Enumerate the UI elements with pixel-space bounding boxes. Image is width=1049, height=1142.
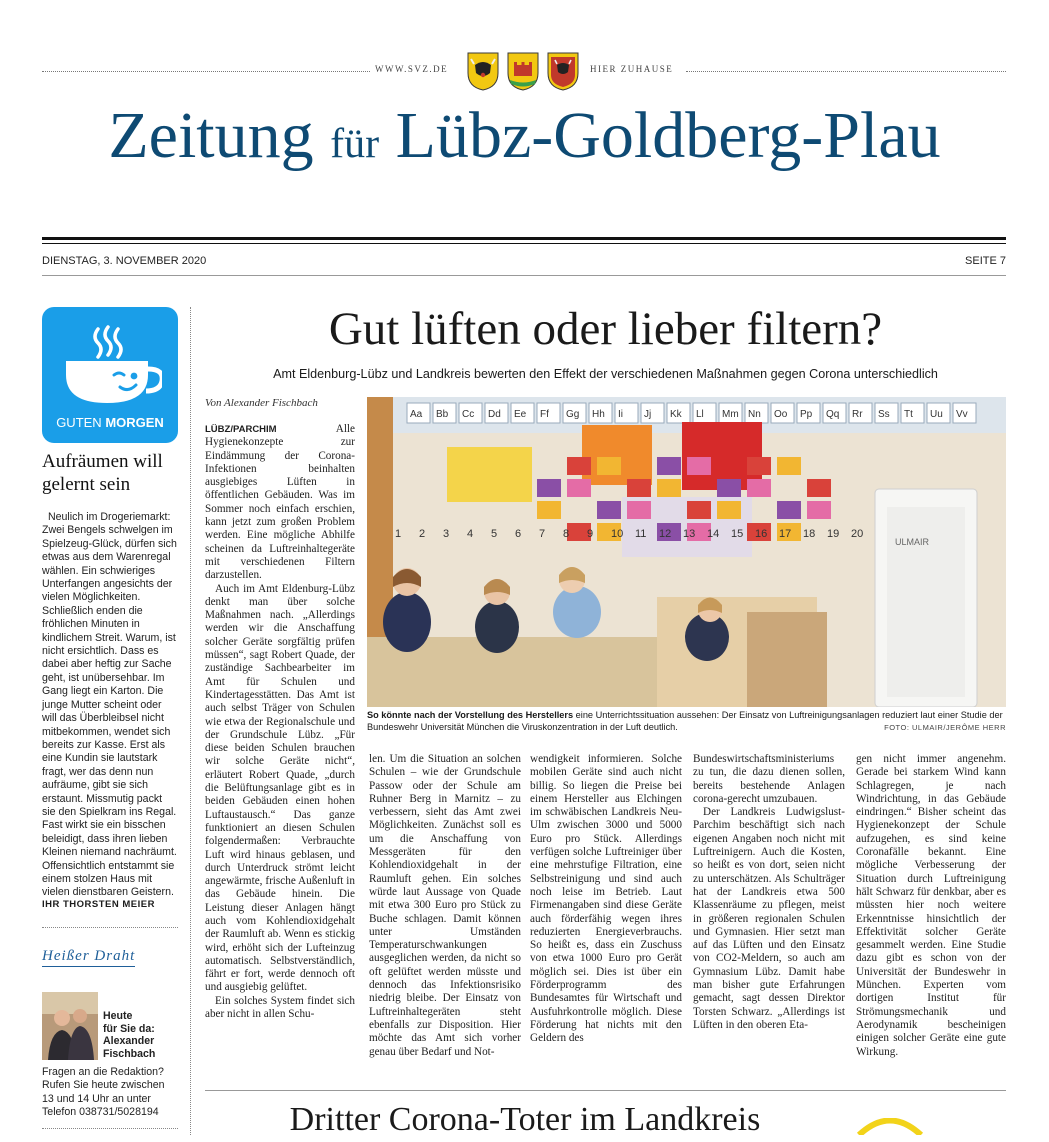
alphabet-card-label: Uu xyxy=(930,409,943,420)
number-card: 6 xyxy=(515,528,522,540)
number-card: 13 xyxy=(683,528,696,540)
alphabet-card-label: Ff xyxy=(540,409,549,420)
masthead xyxy=(0,96,1049,184)
hotline-title[interactable]: Heißer Draht xyxy=(42,948,135,967)
number-card: 11 xyxy=(635,528,647,540)
number-card: 7 xyxy=(539,528,546,540)
number-card: 2 xyxy=(419,528,426,540)
slogan: HIER ZUHAUSE xyxy=(590,64,674,74)
alphabet-card-label: Bb xyxy=(436,409,449,420)
masthead-rule-thin xyxy=(42,243,1006,244)
bull-castle-crest-icon xyxy=(546,51,580,91)
column-bottom-divider xyxy=(42,1128,178,1129)
photo-credit: FOTO: ULMAIR/JERÔME HERR xyxy=(884,723,1006,732)
alphabet-card-label: Jj xyxy=(644,409,652,420)
bull-crest-icon xyxy=(466,51,500,91)
classroom-photo xyxy=(367,397,1006,707)
article-subhead: Amt Eldenburg-Lübz und Landkreis bewerten den Effekt der verschiedenen Maßnahmen gegen Corona unterschiedlich xyxy=(273,367,938,381)
number-card: 16 xyxy=(755,528,768,540)
caption-lead: So könnte nach der Vorstellung des Herstellers xyxy=(367,710,574,720)
column-vertical-divider xyxy=(190,307,191,1135)
number-card: 10 xyxy=(611,528,624,540)
hotline-line-1: Heute xyxy=(103,1010,133,1022)
logo-word-guten: GUTEN xyxy=(56,415,102,430)
alphabet-card-label: Aa xyxy=(410,409,423,420)
mosaic-tile xyxy=(657,457,681,475)
hotline-line-3: Alexander xyxy=(103,1035,155,1047)
mosaic-tile xyxy=(627,479,651,497)
dateline-rule xyxy=(42,275,1006,276)
masthead-word-zeitung: Zeitung xyxy=(108,99,314,172)
alphabet-card-label: Pp xyxy=(800,409,813,420)
hotline-line-2: für Sie da: xyxy=(103,1022,155,1035)
article-column-2 xyxy=(369,753,521,1059)
number-card: 15 xyxy=(731,528,744,540)
article-col2-text: len. Um die Situation an solchen Schulen – wie der Grundschule Passow oder der Schule am Ruhner Berg in Marnitz – zu verbessern, sieht das Amt zwei Möglichkeiten. Zunächst soll es um die Anschaffung von Messgeräten für den Kohlendioxidgehalt in der Raumluft gehen. Ein solches würde laut Aussage von Quade mit etwa 300 Euro pro Stück zu Buche schlagen. Damit können unter Umständen Temperaturschwankungen ausgeglichen werden, da nicht so oft gelüftet werden müsste und dennoch das Infektionsrisiko niedrig bleibe. Der Einsatz von Luftreinhaltegeräten steht ebenfalls zur Disposition. Hier möchte das Amt sich vorher genau über Bedarf und Not- xyxy=(369,753,521,1058)
hotline-text: Fragen an die Redaktion? Rufen Sie heute zwischen 13 und 14 Uhr an unter Telefon 038731/5028194 xyxy=(42,1066,165,1119)
mosaic-tile xyxy=(687,457,711,475)
article-headline: Gut lüften oder lieber filtern? xyxy=(328,303,883,355)
mosaic-tile xyxy=(747,479,771,497)
alphabet-card-label: Ii xyxy=(618,409,623,420)
castle-crest-icon xyxy=(506,51,540,91)
mosaic-tile xyxy=(717,479,741,497)
article-column-4 xyxy=(693,753,845,1032)
mosaic-tile xyxy=(807,479,831,497)
article-col4-para1: Bundeswirtschaftsministeriums zu tun, die dazu dienen sollen, bereits bestehende Anlagen corona-gerecht umzubauen. xyxy=(693,753,845,805)
alphabet-card-label: Rr xyxy=(852,409,863,420)
alphabet-card-label: Ll xyxy=(696,409,704,420)
header-dotted-rule-left xyxy=(42,71,370,72)
article-end-rule xyxy=(205,1090,1006,1091)
header-dotted-rule-right xyxy=(686,71,1006,72)
coffee-cup-wink-icon xyxy=(62,323,162,411)
alphabet-card-label: Gg xyxy=(566,409,580,420)
number-card: 12 xyxy=(659,528,672,540)
logo-word-morgen: MORGEN xyxy=(105,415,164,430)
number-card: 4 xyxy=(467,528,474,540)
column-divider xyxy=(42,927,178,928)
mosaic-tile xyxy=(777,501,801,519)
number-card: 8 xyxy=(563,528,570,540)
number-card: 9 xyxy=(587,528,594,540)
article-column-5 xyxy=(856,753,1006,1059)
yellow-badge-icon xyxy=(855,1118,925,1135)
mosaic-tile xyxy=(657,479,681,497)
guten-morgen-logo xyxy=(42,307,178,443)
hotline-contact xyxy=(103,1010,183,1060)
mosaic-tile xyxy=(597,501,621,519)
article-byline: Von Alexander Fischbach xyxy=(205,397,318,409)
article-column-1 xyxy=(205,423,355,1021)
number-card: 5 xyxy=(491,528,498,540)
alphabet-card-label: Dd xyxy=(488,409,501,420)
page-number: SEITE 7 xyxy=(965,255,1006,267)
alphabet-card-label: Oo xyxy=(774,409,788,420)
mosaic-tile xyxy=(537,479,561,497)
article-col4-para2: Der Landkreis Ludwigslust-Parchim beschäftigt sich nach eigenen Angaben noch nicht mit Luftreinigern. Auch die Kosten, so heißt es von dort, seien nicht zu unterschätzen. Als Schulträger hat der Landkreis etwa 500 Klassenräume zu pflegen, meist in größeren regionalen Schulen und Gymnasien. Hier setzt man auf das Lüften und den Einsatz von CO2-Meldern, so auch am Gymnasium Lübz. Damit habe man bisher gute Erfahrungen gemacht, sagt dessen Direktor Torsten Schwarz. „Allerdings ist Lüften in den oberen Eta- xyxy=(693,806,845,1031)
column-title: Aufräumen will gelernt sein xyxy=(42,451,163,495)
article-col1-para1: Alle Hygienekonzepte zur Eindämmung der Corona-Infektionen beinhalten ausgiebiges Lüften in öffentlichen Gebäuden. Was im Sommer noch einfach erschien, kann jetzt zum großen Problem werden. Eine mögliche Abhilfe scheinen da Luftreinhaltegeräte mit verschiedenen Filtern darzustellen. xyxy=(205,423,355,582)
alphabet-card-label: Ss xyxy=(878,409,890,420)
second-article-headline: Dritter Corona-Toter im Landkreis xyxy=(289,1101,761,1138)
number-card: 17 xyxy=(779,528,792,540)
column-body: Neulich im Drogeriemarkt: Zwei Bengels schwelgen im Spielzeug-Glück, dürfen sich etwas aus dem Warenregal wählen. Ein schwieriges Unterfangen angesichts der vielen Möglichkeiten. Schließlich enden die fröhlichen Minuten in kindlichem Streit. Warum, ist nicht ersichtlich. Dass es dabei aber heftig zur Sache geht, ist unübersehbar. Im Gang liegt ein Karton. Die junge Mutter scheint oder will das Überbleibsel nicht mitbekommen, wendet sich bereits zur Kasse. Erst als eine Kundin sie lautstark fragt, wer das denn nun aufräume, gibt sie sich erstaunt. Missmutig packt sie den Spielkram ins Regal. Fast wirkt sie ein bisschen beleidigt, dass ihren lieben Kleinen niemand nachräumt. Offensichtlich entstammt sie einem stolzen Haus mit vielen dienstbaren Geistern. xyxy=(42,511,177,899)
mosaic-tile xyxy=(687,501,711,519)
alphabet-card-label: Kk xyxy=(670,409,682,420)
caption-text: eine Unterrichtssituation aussehen: Der Einsatz von Luftreinigungsanlagen reduziert laut einer Studie der Bundeswehr Universität München die Viruskonzentration in der Luft deutlich. xyxy=(367,710,1003,732)
logo-caption xyxy=(42,415,178,430)
alphabet-card-label: Hh xyxy=(592,409,605,420)
column-author: IHR THORSTEN MEIER xyxy=(42,899,155,910)
alphabet-card-label: Tt xyxy=(904,409,913,420)
number-card: 3 xyxy=(443,528,450,540)
number-card: 20 xyxy=(851,528,864,540)
mosaic-tile xyxy=(627,501,651,519)
mosaic-tile xyxy=(567,479,591,497)
masthead-word-fuer: für xyxy=(330,121,380,167)
alphabet-card-label: Cc xyxy=(462,409,475,420)
masthead-rule-thick xyxy=(42,237,1006,240)
mosaic-tile xyxy=(567,457,591,475)
article-col5-text: gen nicht immer angenehm. Gerade bei starkem Wind kann Schlagregen, je nach Windrichtung, in das Gebäude eindringen.“ Bisher scheint das Hygienekonzept der Schule aufzugehen, es sind keine Coronafälle bekannt. Eine mögliche Verbesserung der Situation durch Luftreinigung hält Schwarz für denkbar, aber es müssten hier noch weitere Erkenntnisse hinsichtlich der Effektivität solcher Geräte gesammelt werden. Eine Studie dazu gibt es schon von der Universität der Bundeswehr in München. Experten vom dortigen Institut für Strömungsmechanik und Aerodynamik bescheinigen einigen solcher Geräte eine gute Wirkung. xyxy=(856,753,1006,1058)
mosaic-tile xyxy=(537,501,561,519)
number-card: 19 xyxy=(827,528,840,540)
alphabet-card-label: Vv xyxy=(956,409,968,420)
number-card: 1 xyxy=(395,528,402,540)
article-col1-para2: Auch im Amt Eldenburg-Lübz denkt man über solche Maßnahmen nach. „Allerdings werden wir die Anschaffung solcher Geräte sorgfältig prüfen müssen“, sagt Robert Quade, der zuständige Sachbearbeiter im Amt für Schulen und Kindertagesstätten. Das Amt ist auch selbst Träger von Schulen wie etwa der Regionalschule und der Grundschule Lübz. „Für diese beiden Schulen brauchen wir solche Geräte nicht“, erläutert Robert Quade, „durch die Belüftungsanlage gibt es in beiden Gebäuden einen hohen Luftaustausch.“ Das ganze funktioniert an diesen Schulen folgendermaßen: Verbrauchte Luft wird hinaus geblasen, und durch Unterdruck strömt leicht angewärmte, frische Außenluft in das Gebäude hinein. Die Leistung dieser Anlagen hängt auch vom Kohlendioxidgehalt der Raumluft ab. Wenn es stickig wird, erhöht sich der Lufteinzug automatisch. Selbstverständlich, fährt er fort, werde dennoch oft und ausgiebig gelüftet. xyxy=(205,582,355,994)
mosaic-tile xyxy=(747,457,771,475)
alphabet-card-label: Nn xyxy=(748,409,761,420)
alphabet-card-label: Qq xyxy=(826,409,840,420)
mosaic-tile xyxy=(717,501,741,519)
number-card: 18 xyxy=(803,528,816,540)
article-col1-para3: Ein solches System findet sich aber nicht in allen Schu- xyxy=(205,994,355,1021)
alphabet-card-label: Mm xyxy=(722,409,739,420)
article-col3-text: wendigkeit informieren. Solche mobilen Geräte sind auch nicht billig. So liegen die Preise bei einem Hersteller aus Elchingen im schwäbischen Landkreis Neu-Ulm zwischen 3000 und 5000 Euro pro Stück. Allerdings verfügen solche Luftreiniger über eine mehrstufige Filtration, eine Selbstreinigung und sind auch noch leise im Betrieb. Laut Firmenangaben sind diese Geräte auch förderfähig wegen ihres reduzierten Energieverbrauchs. So heißt es, dass ein Zuschuss von etwa 1000 Euro pro Gerät möglich sei. Dies ist über ein Förderprogramm des Bundesamtes für Wirtschaft und Ausfuhrkontrolle möglich. Diese Förderung hat nichts mit den Geldern des xyxy=(530,753,682,1045)
alphabet-card-label: Ee xyxy=(514,409,527,420)
mosaic-tile xyxy=(777,457,801,475)
hotline-line-4: Fischbach xyxy=(103,1047,156,1060)
article-dateline: LÜBZ/PARCHIM xyxy=(205,424,277,435)
mosaic-tile xyxy=(597,457,621,475)
masthead-word-place: Lübz-Goldberg-Plau xyxy=(395,99,941,172)
issue-date: DIENSTAG, 3. NOVEMBER 2020 xyxy=(42,255,207,267)
air-purifier-label: ULMAIR xyxy=(895,537,930,547)
site-url[interactable]: WWW.SVZ.DE xyxy=(375,64,449,74)
number-card: 14 xyxy=(707,528,720,540)
article-column-3 xyxy=(530,753,682,1046)
reporter-portrait-photo xyxy=(42,992,98,1060)
mosaic-tile xyxy=(807,501,831,519)
